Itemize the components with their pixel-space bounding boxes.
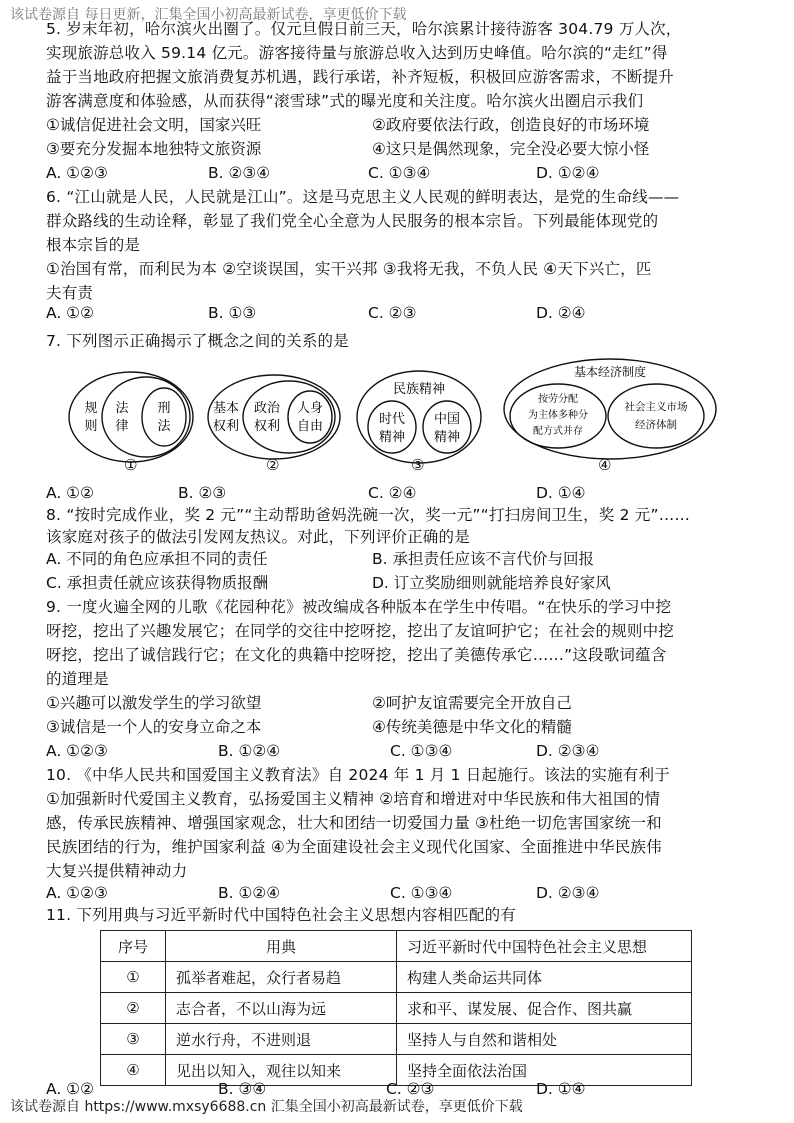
diagram-4-left-label-1: 按劳分配 [538,394,578,405]
q6-option-b[interactable]: B. ①③ [208,304,257,322]
diagram-1-inner-label-a: 刑 [157,401,171,416]
q8-option-c[interactable]: C. 承担责任就应该获得物质报酬 [46,574,269,592]
q6-line-2: 群众路线的生动诠释，彰显了我们党全心全意为人民服务的根本宗旨。下列最能体现党的 [46,212,659,230]
q10-option-d[interactable]: D. ②③④ [536,884,600,902]
q6-line-3: 根本宗旨的是 [46,236,141,254]
diagram-2-inner-label-b: 自由 [296,419,324,434]
q5-option-a[interactable]: A. ①②③ [46,164,108,182]
q6-option-a[interactable]: A. ①② [46,304,94,322]
diagram-1-mid-label-a: 法 [115,401,129,416]
q5-option-d[interactable]: D. ①②④ [536,164,600,182]
diagram-1-inner-label-b: 法 [157,419,171,434]
q7-option-b[interactable]: B. ②③ [178,484,227,502]
q8-option-d[interactable]: D. 订立奖励细则就能培养良好家风 [372,574,611,592]
q9-statement-3: ③诚信是一个人的安身立命之本 [46,718,262,736]
q10-line-4: 民族团结的行为，维护国家利益 ④为全面建设社会主义现代化国家、全面推进中华民族伟 [46,838,662,856]
diagram-4-outer-label: 基本经济制度 [573,365,647,379]
diagram-3-left-label-a: 时代 [378,412,406,427]
q11-option-d[interactable]: D. ①④ [536,1080,586,1098]
table-cell: ② [101,993,166,1024]
table-row [101,1024,692,1055]
q5-statement-2: ②政府要依法行政，创造良好的市场环境 [372,116,650,134]
q9-line-4: 的道理是 [46,670,109,688]
q5-statement-4: ④这只是偶然现象，完全没必要大惊小怪 [372,140,650,158]
diagram-1-mid-label-b: 律 [115,419,129,434]
diagram-1-outer [69,372,193,462]
diagram-1-number: ① [124,456,138,474]
diagram-2-outer-label-b: 权利 [212,419,240,434]
q7-option-c[interactable]: C. ②④ [368,484,417,502]
q10-line-3: 感，传承民族精神、增强国家观念，壮大和团结一切爱国力量 ③杜绝一切危害国家统一和 [46,814,662,832]
q10-line-2: ①加强新时代爱国主义教育，弘扬爱国主义精神 ②培育和增进对中华民族和伟大祖国的情 [46,790,661,808]
q8-line-2: 该家庭对孩子的做法引发网友热议。对此，下列评价正确的是 [46,528,470,546]
diagram-4-number: ④ [598,456,612,474]
q5-line-3: 益于当地政府把握文旅消费复苏机遇，践行承诺，补齐短板，积极回应游客需求，不断提升 [46,68,675,86]
diagram-3-number: ③ [411,456,425,474]
diagram-4 [500,350,720,468]
watermark-top: 该试卷源自 每日更新，汇集全国小初高最新试卷，享更低价下载 [10,7,407,23]
q9-line-2: 呀挖，挖出了兴趣发展它；在同学的交往中挖呀挖，挖出了友谊呵护它；在社会的规则中挖 [46,622,675,640]
q5-statement-3: ③要充分发掘本地独特文旅资源 [46,140,262,158]
diagram-4-right [608,384,704,448]
q9-option-b[interactable]: B. ①②④ [218,742,281,760]
q11-option-a[interactable]: A. ①② [46,1080,94,1098]
q5-line-1: 5. 岁末年初，哈尔滨火出圈了。仅元旦假日前三天，哈尔滨累计接待游客 304.79 万人次， [46,20,682,38]
q11-line-1: 11. 下列用典与习近平新时代中国特色社会主义思想内容相匹配的有 [46,906,516,924]
diagram-3-outer-label: 民族精神 [392,382,446,397]
q9-statement-4: ④传统美德是中华文化的精髓 [372,718,572,736]
diagram-2-outer-label-a: 基本 [212,401,240,416]
q5-line-4: 游客满意度和体验感，从而获得“滚雪球”式的曝光度和关注度。哈尔滨火出圈启示我们 [46,92,644,110]
table-cell: ① [101,962,166,993]
q8-option-b[interactable]: B. 承担责任应该不言代价与回报 [372,550,594,568]
table-header-cell: 用典 [166,931,397,962]
q9-line-1: 9. 一度火遍全网的儿歌《花园种花》被改编成各种版本在学生中传唱。“在快乐的学习中挖 [46,598,672,616]
diagram-1-outer-label-a: 规 [84,401,98,416]
q6-option-d[interactable]: D. ②④ [536,304,586,322]
diagram-4-left-label-2: 为主体多种分 [528,410,588,421]
q5-statement-1: ①诚信促进社会文明，国家兴旺 [46,116,262,134]
q7-option-d[interactable]: D. ①④ [536,484,586,502]
q9-line-3: 呀挖，挖出了诚信践行它；在文化的典籍中挖呀挖，挖出了美德传承它……”这段歌词蕴含 [46,646,667,664]
diagram-2-inner [288,391,332,443]
q7-line-1: 7. 下列图示正确揭示了概念之间的关系的是 [46,332,349,350]
diagram-2-number: ② [266,456,280,474]
diagram-2-outer [208,375,340,459]
diagram-4-right-label-1: 社会主义市场 [624,401,688,413]
q5-option-c[interactable]: C. ①③④ [368,164,431,182]
diagram-4-right-label-2: 经济体制 [635,419,677,431]
q10-line-5: 大复兴提供精神动力 [46,862,188,880]
table-cell: 逆水行舟，不进则退 [166,1024,397,1055]
table-cell: ③ [101,1024,166,1055]
table-cell: 构建人类命运共同体 [397,962,692,993]
q6-line-1: 6. “江山就是人民，人民就是江山”。这是马克思主义人民观的鲜明表达，是党的生命线—— [46,188,680,206]
q9-option-d[interactable]: D. ②③④ [536,742,600,760]
q5-option-b[interactable]: B. ②③④ [208,164,271,182]
diagram-1-outer-label-b: 则 [84,419,98,434]
table-cell: 见出以知入，观往以知来 [166,1055,397,1086]
q10-option-c[interactable]: C. ①③④ [390,884,453,902]
q9-statement-1: ①兴趣可以激发学生的学习欲望 [46,694,262,712]
table-row [101,962,692,993]
diagram-1-mid [102,377,190,457]
q6-line-4: ①治国有常，而利民为本 ②空谈误国，实干兴邦 ③我将无我，不负人民 ④天下兴亡，匹 [46,260,652,278]
q10-line-1: 10. 《中华人民共和国爱国主义教育法》自 2024 年 1 月 1 日起施行。该法的实施有利于 [46,766,670,784]
table-cell: 坚持全面依法治国 [397,1055,692,1086]
diagram-2-mid [243,381,335,453]
q6-option-c[interactable]: C. ②③ [368,304,417,322]
q10-option-b[interactable]: B. ①②④ [218,884,281,902]
table-cell: 孤举者难起，众行者易趋 [166,962,397,993]
diagram-2-inner-label-a: 人身 [296,401,324,416]
table-cell: 坚持人与自然和谐相处 [397,1024,692,1055]
q9-option-c[interactable]: C. ①③④ [390,742,453,760]
q8-option-a[interactable]: A. 不同的角色应承担不同的责任 [46,550,268,568]
diagram-3-right-label-b: 精神 [433,430,461,445]
table-header-cell: 序号 [101,931,166,962]
q10-option-a[interactable]: A. ①②③ [46,884,108,902]
diagram-2-mid-label-b: 权利 [253,419,281,434]
watermark-bottom: 该试卷源自 https://www.mxsy6688.cn 汇集全国小初高最新试卷，享更低价下载 [10,1099,523,1115]
diagram-4-left-label-3: 配方式并存 [533,426,583,437]
q11-option-c[interactable]: C. ②③ [386,1080,435,1098]
q6-line-5: 夫有责 [46,284,94,302]
table-cell: 求和平、谋发展、促合作、图共赢 [397,993,692,1024]
q11-option-b[interactable]: B. ③④ [218,1080,267,1098]
table-header-cell: 习近平新时代中国特色社会主义思想 [397,931,692,962]
q11-table [100,930,692,1086]
q7-option-a[interactable]: A. ①② [46,484,94,502]
diagram-2-mid-label-a: 政治 [253,401,281,416]
q5-line-2: 实现旅游总收入 59.14 亿元。游客接待量与旅游总收入达到历史峰值。哈尔滨的“走红”得 [46,44,668,62]
table-row [101,993,692,1024]
diagram-3-right [423,401,471,453]
q9-option-a[interactable]: A. ①②③ [46,742,108,760]
table-cell: ④ [101,1055,166,1086]
diagram-3-right-label-a: 中国 [433,412,461,427]
table-cell: 志合者，不以山海为远 [166,993,397,1024]
diagram-1-inner [142,388,186,446]
q9-statement-2: ②呵护友谊需要完全开放自己 [372,694,572,712]
diagram-3-left [368,401,416,453]
diagram-3-left-label-b: 精神 [378,430,406,445]
q8-line-1: 8. “按时完成作业，奖 2 元”“主动帮助爸妈洗碗一次，奖一元”“打扫房间卫生，奖 2 元”…… [46,506,691,524]
table-header-row [101,931,692,962]
